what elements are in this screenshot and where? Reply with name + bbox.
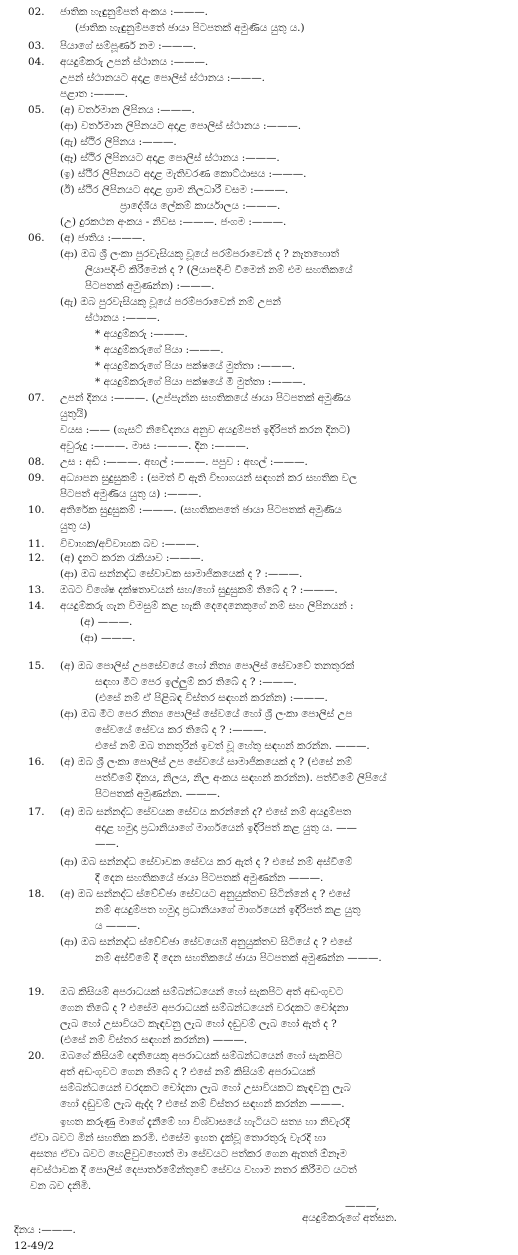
form-line: සඳහා මීට පෙර ඉල්ලුම් කර තිබේ ද ? :———.: [95, 676, 297, 688]
form-line: ——.: [95, 838, 120, 850]
form-line: අදාළ හමුදා ප්‍රධානියාගේ මාර්ගයෙන් ඉදිරිපත් කළ යුතු ය. ——: [95, 822, 357, 834]
form-line: (අ) ජාතිය :———.: [60, 232, 146, 244]
form-line: සම්බන්ධයෙන් වරදකට චෝදනා ලැබ හෝ උසාවියකට කැඳවනු ලැබ: [60, 1082, 351, 1094]
form-line: ඉහත කරුණු මාගේ දැනීමේ හා විශ්වාසයේ හැටියට සත්‍ය හා නිවැරදි: [60, 1116, 350, 1128]
form-line: සේවයේ සේවය කර තිබේ ද ? :———.: [95, 724, 267, 736]
item-number: 14.: [28, 600, 45, 612]
date-label: දිනය :———.: [14, 1224, 76, 1236]
form-line: පිටපත් අමුණිය යුතු ය) :———.: [60, 488, 202, 500]
form-line: උපන් ස්ථානයට අදාළ පොලිස් ස්ථානය :———.: [60, 72, 265, 84]
form-line: අවුරුදු :———. මාස :———. දින :———.: [60, 440, 250, 452]
form-line: (අ) ඔබ සන්නද්ධ ස්වේච්ඡා සේවයට අනුයුක්තව සිටින්නේ ද ? එසේ: [60, 888, 351, 900]
item-number: 10.: [28, 504, 45, 516]
form-line: (ඇ) ඔබ පුරවැසියකු වූයේ පරම්පරාවෙන් නම් උපන්: [60, 296, 281, 308]
item-number: 13.: [28, 584, 45, 596]
form-line: පිටපතක් අමුණන්න. ———.: [95, 788, 221, 800]
form-line: අසත්‍ය ඒවා බවට හෙළිවුවහොත් මා සේවයට පත්කර ගෙන ඇතත් ඕනෑම: [30, 1148, 347, 1160]
item-number: 03.: [28, 40, 45, 52]
item-number: 19.: [28, 986, 45, 998]
form-line: අයදුම්කරු ගැන විමසුම් කළ හැකි දෙදෙනෙකුගේ නම් සහ ලිපිනයන් :: [60, 600, 354, 612]
item-number: 12.: [28, 552, 45, 564]
form-line: (ඊ) ස්ථිර ලිපිනයට අදාළ ග්‍රාම නිලධාරී වසම :———.: [60, 184, 289, 196]
item-number: 08.: [28, 456, 45, 468]
form-line: ලියාපදිංචි කිරීමෙන් ද ? (ලියාපදිංචි වීමෙන් නම් එම සහතිකයේ: [85, 264, 353, 276]
form-line: වයස :—— (ගැසට් නිවේදනය අනුව අයදුම්පත් ඉදිරිපත් කරන දිනට): [60, 424, 351, 436]
form-line: ගෙන තිබේ ද ? එසේම අපරාධයක් සම්බන්ධයෙන් වරදකට චෝදනා: [60, 1002, 349, 1014]
form-line: ජාතික හැඳුනුම්පත් අංකය :———.: [60, 6, 208, 18]
form-line: යුතුයි): [60, 408, 88, 420]
form-line: (එසේ නම් විස්තර සඳහන් කරන්න) ———.: [60, 1034, 248, 1046]
item-number: 20.: [28, 1050, 45, 1062]
form-line: (ආ) ඔබ මීට පෙර නිත්‍ය පොලිස් සේවයේ හෝ ශ්‍රී ලංකා පොලිස් උප: [60, 708, 353, 720]
form-line: ප්‍රාදේශීය ලේකම් කාර්යාලය :———.: [120, 200, 281, 212]
item-number: 17.: [28, 806, 45, 818]
form-line: පත්වීමේ දිනය, නිලය, නිල අංකය සඳහන් කරන්න). පත්වීමේ ලිපියේ: [95, 772, 387, 784]
form-line: * අයදුම්කරුගේ පියා පක්ෂයේ මී මුත්තා :———.: [95, 376, 306, 388]
form-line: (ආ) ඔබ සන්නද්ධ සේවාවක සේවය කර ඇත් ද ? එසේ නම් අස්වීමේ: [60, 856, 353, 868]
form-line: (ඇ) ස්ථිර ලිපිනය :———.: [60, 136, 177, 148]
item-number: 09.: [28, 472, 45, 484]
form-line: (ආ) ඔබ ශ්‍රී ලංකා පුරවැසියකු වූයේ පරම්පරාවෙන් ද ? නැතහොත්: [60, 248, 340, 260]
form-line: අයදුම්කරු උපන් ස්ථානය :———.: [60, 56, 209, 68]
form-line: නම් අස්වීමේ දී දෙන සහතිකයේ ඡායා පිටපතක් අමුණන්න ———.: [95, 952, 382, 964]
form-line: හෝ දඬුවම් ලැබ ඇද්ද ? එසේ නම් විස්තර සඳහන් කරන්න ———.: [60, 1098, 345, 1110]
footer-code: 12-49/2: [14, 1240, 55, 1252]
form-line: අධ්‍යාපන සුදුසුකම් : (සමත් වී ඇති විභාගයන් සඳහන් කර සහතික වල: [60, 472, 357, 484]
form-line: නම් අයදුම්පත හමුදා ප්‍රධානියාගේ මාර්ගයෙන් ඉදිරිපත් කළ යුතු: [95, 904, 361, 916]
form-line: (ආ) ඔබ සන්නද්ධ සේවාවක සාමාජිකයෙක් ද ? :———.: [60, 568, 303, 580]
form-line: (එසේ නම් ඒ පිළිබඳ විස්තර සඳහන් කරන්න) :———.: [95, 692, 328, 704]
form-line: එසේ නම් ඔබ තනතුරින් ඉවත් වූ හේතු සඳහන් කරන්න. ———.: [95, 740, 370, 752]
form-line: ස්ථානය :———.: [85, 312, 161, 324]
form-line: පියාගේ සම්පූර්ණ නම :———.: [60, 40, 197, 52]
item-number: 11.: [28, 538, 45, 550]
form-line: අතිරේක සුදුසුකම් :———. (සහතිකපතේ ඡායා පිටපතක් අමුණිය: [60, 504, 342, 516]
item-number: 18.: [28, 888, 45, 900]
form-line: (ආ) ———.: [80, 632, 136, 644]
item-number: 04.: [28, 56, 45, 68]
form-line: (අ) වර්තමාන ලිපිනය :———.: [60, 104, 195, 116]
form-line: වන බව දනිමි.: [30, 1180, 92, 1192]
form-line: ඔබගේ කිසියම් ඥාතියෙකු අපරාධයක් සම්බන්ධයෙන් හෝ සැකපිට: [60, 1050, 343, 1062]
form-line: ඒවා බවට මින් සහතික කරමි. එසේම ඉහත දැක්වූ තොරතුරු වැරදි හා: [30, 1132, 326, 1144]
form-line: ඔබට විශේෂ දක්ෂතාවයන් සහ/හෝ සුදුසුකම් තිබේ ද ? :———.: [60, 584, 338, 596]
form-line: යුතු ය): [60, 520, 91, 532]
signature-label: අයදුම්කරුගේ අත්සන.: [302, 1212, 397, 1224]
form-line: (ජාතික හැඳුනුම්පතේ ඡායා පිටපතක් අමුණිය යුතු ය.): [75, 22, 305, 34]
form-line: * අයදුම්කරුගේ පියා පක්ෂයේ මුත්තා :———.: [95, 360, 296, 372]
form-line: * අයදුම්කරුගේ පියා :———.: [95, 344, 224, 356]
form-line: විවාහක/අවිවාහක බව :———.: [60, 538, 200, 550]
form-line: ඔබ කිසියම් අපරාධයක් සම්බන්ධයෙන් හෝ සැකපිට අත් අඩංගුවට: [60, 986, 344, 998]
form-line: * අයදුම්කරු :———.: [95, 328, 188, 340]
form-line: (අ) දැනට කරන රැකියාව :———.: [60, 552, 204, 564]
form-line: (අ) ඔබ ශ්‍රී ලංකා පොලිස් උප සේවයේ සාමාජිකයෙක් ද ? (එසේ නම්: [60, 756, 353, 768]
signature-line: ———,: [345, 1200, 380, 1212]
form-line: (ඈ) ස්ථිර ලිපිනයට අදාළ පොලිස් ස්ථානය :———.: [60, 152, 280, 164]
form-line: (අ) ඔබ සන්නද්ධ සේවයක සේවය කරන්නේ ද? එසේ නම් අයදුම්පත: [60, 806, 352, 818]
form-line: (ආ) වර්තමාන ලිපිනයට අදාළ පොලිස් ස්ථානය :———.: [60, 120, 302, 132]
form-line: ලැබ හෝ උසාවියට කැඳවනු ලැබ හෝ දඬුවම් ලැබ හෝ ඇත් ද ?: [60, 1018, 337, 1030]
form-line: පළාත :———.: [60, 88, 129, 100]
item-number: 07.: [28, 392, 45, 404]
item-number: 06.: [28, 232, 45, 244]
item-number: 02.: [28, 6, 45, 18]
form-line: උපන් දිනය :———. (උප්පැන්න සහතිකයේ ඡායා පිටපතක් අමුණිය: [60, 392, 351, 404]
form-line: (ඉ) ස්ථිර ලිපිනයට අදාළ මැතිවරණ කොට්ඨාසය :———.: [60, 168, 307, 180]
form-line: දී දෙන සහතිකයේ ඡායා පිටපතක් අමුණන්න ———.: [95, 872, 324, 884]
item-number: 05.: [28, 104, 45, 116]
form-line: (අ) ඔබ පොලිස් උපසේවයේ හෝ නිත්‍ය පොලිස් සේවාවේ තනතුරක්: [60, 660, 355, 672]
form-line: (ආ) ඔබ සන්නද්ධ ස්වේච්ඡා සේවයෙහි අනුයුක්තව සිටියේ ද ? එසේ: [60, 936, 352, 948]
form-line: පිටපතක් අමුණන්න) :———.: [85, 280, 215, 292]
form-line: අත් අඩංගුවට ගෙන තිබේ ද ? එසේ නම් කිසියම් අපරාධයක්: [60, 1066, 315, 1078]
form-line: අවස්ථාවක දී පොලිස් දෙපාර්තමේන්තුවේ සේවය වහාම නතර කිරීමට යටත්: [30, 1164, 357, 1176]
form-line: (උ) දුරකථන අංකය - නිවස :———. ජංගම :———.: [60, 216, 287, 228]
item-number: 16.: [28, 756, 45, 768]
form-line: (අ) ———.: [80, 616, 133, 628]
form-line: උස : අඩි :———. අඟල් :———. පපුව : අඟල් :———.: [60, 456, 308, 468]
item-number: 15.: [28, 660, 45, 672]
form-line: ය ———.: [95, 920, 141, 932]
